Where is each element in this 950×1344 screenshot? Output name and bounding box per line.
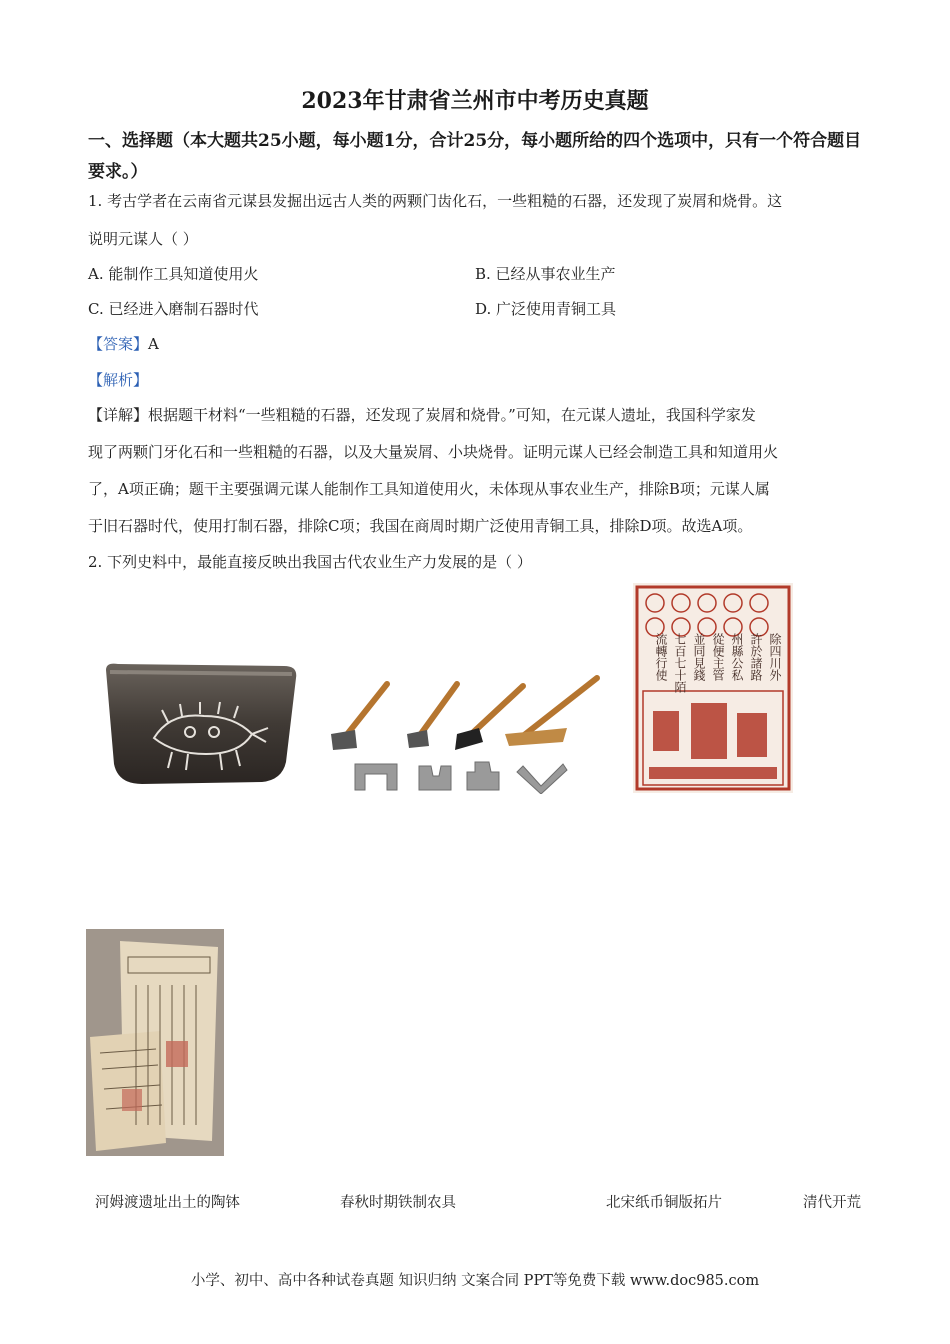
caption-iron-tools: 春秋时期铁制农具 [340, 1195, 456, 1211]
q1-option-a: A. 能制作工具知道使用火 [88, 265, 259, 283]
caption-banknote: 北宋纸币铜版拓片 [606, 1195, 722, 1211]
banknote-column: 七百七十陌 [673, 633, 687, 693]
banknote-column: 州縣公私 [730, 633, 744, 681]
q1-option-b: B. 已经从事农业生产 [475, 265, 616, 283]
q1-stem-line1: 1. 考古学者在云南省元谋县发掘出远古人类的两颗门齿化石，一些粗糙的石器，还发现了炭屑和烧骨。这 [88, 192, 783, 210]
caption-pottery: 河姆渡遗址出土的陶钵 [95, 1195, 240, 1211]
banknote-column: 除四川外 [768, 633, 782, 681]
caption-qing: 清代开荒 [803, 1195, 861, 1211]
q1-stem-line2: 说明元谋人（ ） [88, 230, 198, 248]
section-heading: 一、选择题（本大题共25小题，每小题1分，合计25分，每小题所给的四个选项中，只有一个符合题目要求。） [88, 131, 862, 182]
banknote-column: 流轉行使 [654, 633, 668, 681]
banknote-column: 並同見錢 [692, 633, 706, 681]
page-footer: 小学、初中、高中各种试卷真题 知识归纳 文案合同 PPT等免费下载 www.doc985.com [190, 1273, 760, 1289]
q1-answer [88, 333, 159, 354]
pottery-bowl-image [102, 660, 300, 788]
qing-document-image [86, 929, 224, 1156]
q1-detail-line2: 现了两颗门牙化石和一些粗糙的石器，以及大量炭屑、小块烧骨。证明元谋人已经会制造工具和知道用火 [88, 443, 779, 461]
q1-detail-line4: 于旧石器时代，使用打制石器，排除C项；我国在商周时期广泛使用青铜工具，排除D项。故选A项。 [88, 517, 753, 535]
q1-detail-line3: 了，A项正确；题干主要强调元谋人能制作工具知道使用火，未体现从事农业生产，排除B项；元谋人属 [88, 480, 770, 498]
banknote-column: 許於諸路 [749, 633, 763, 681]
banknote-text-block [645, 633, 783, 693]
analysis-tag: 【解析】 [88, 371, 149, 389]
banknote-column: 從便主管 [711, 633, 725, 681]
answer-value: A [148, 335, 159, 353]
q1-detail-line1: 【详解】根据题干材料“一些粗糙的石器，还发现了炭屑和烧骨。”可知，在元谋人遗址，我国科学家发 [88, 406, 756, 424]
q2-stem: 2. 下列史料中，最能直接反映出我国古代农业生产力发展的是（ ） [88, 553, 532, 571]
page-title: 2023年甘肃省兰州市中考历史真题 [301, 88, 649, 114]
q1-option-d: D. 广泛使用青铜工具 [475, 300, 617, 318]
q1-option-c: C. 已经进入磨制石器时代 [88, 300, 259, 318]
iron-tools-image [327, 672, 617, 794]
answer-tag: 【答案】 [88, 335, 149, 353]
